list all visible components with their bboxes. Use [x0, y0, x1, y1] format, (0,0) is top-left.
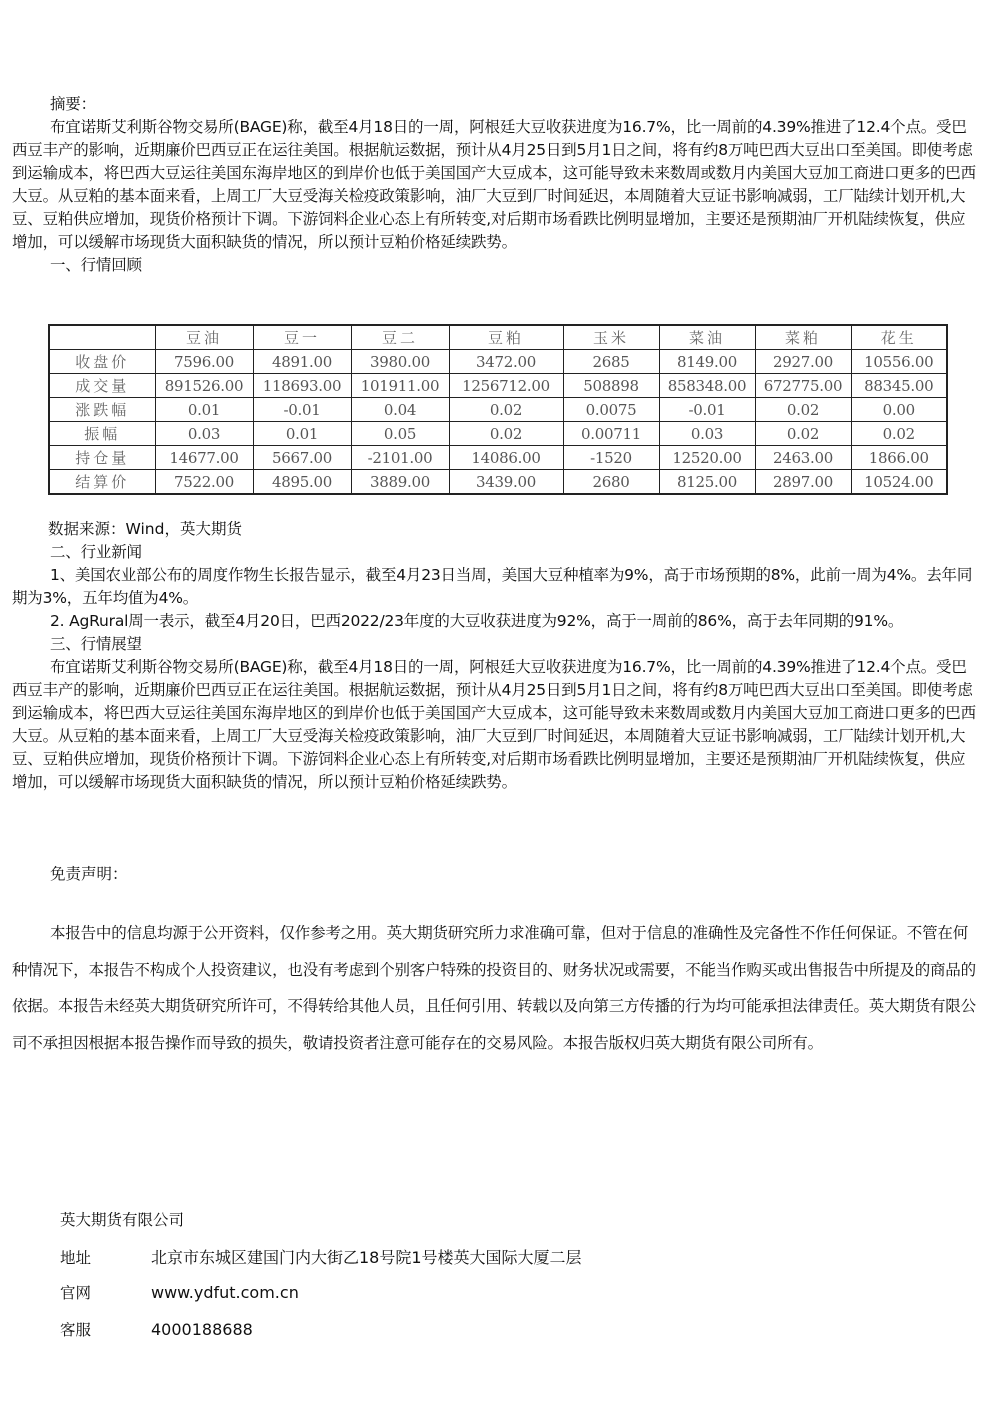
table-cell: 8125.00: [659, 470, 755, 495]
table-cell: 672775.00: [755, 374, 851, 398]
table-header-cell: 豆油: [155, 325, 253, 350]
section-market-review-title: 一、行情回顾: [50, 256, 142, 274]
table-cell: 858348.00: [659, 374, 755, 398]
summary-text: 布宜诺斯艾利斯谷物交易所(BAGE)称，截至4月18日的一周，阿根廷大豆收获进度为16.7%，比一周前的4.39%推进了12.4个点。受巴西豆丰产的影响，近期廉价巴西豆正在运往美国。根据航运数据，预计从4月25日到5月1日之间，将有约8万吨巴西大豆出口至美国。即使考虑到运输成本，将巴西大豆运往美国东海岸地区的到岸价也低于美国国产大豆成本，这可能导致未来数周或数月内美国大豆加工商进口更多的巴西大豆。从豆粕的基本面来看，上周工厂大豆受海关检疫政策影响，油厂大豆到厂时间延迟，本周随着大豆证书影响减弱，工厂陆续计划开机,大豆、豆粕供应增加，现货价格预计下调。下游饲料企业心态上有所转变,对后期市场看跌比例明显增加，主要还是预期油厂开机陆续恢复，供应增加，可以缓解市场现货大面积缺货的情况，所以预计豆粕价格延续跌势。: [12, 118, 976, 251]
table-cell: 0.02: [449, 398, 563, 422]
disclaimer-text: 本报告中的信息均源于公开资料，仅作参考之用。英大期货研究所力求准确可靠，但对于信息的准确性及完备性不作任何保证。不管在何种情况下，本报告不构成个人投资建议，也没有考虑到个别客户特殊的投资目的、财务状况或需要，不能当作购买或出售报告中所提及的商品的依据。本报告未经英大期货研究所许可，不得转给其他人员，且任何引用、转载以及向第三方传播的行为均可能承担法律责任。英大期货有限公司不承担因根据本报告操作而导致的损失，敬请投资者注意可能存在的交易风险。本报告版权归英大期货有限公司所有。: [12, 924, 976, 1052]
disclaimer-title: 免责声明：: [50, 865, 128, 883]
table-header-cell: 豆粕: [449, 325, 563, 350]
section-industry-news-title: 二、行业新闻: [50, 543, 142, 561]
outlook-text: 布宜诺斯艾利斯谷物交易所(BAGE)称，截至4月18日的一周，阿根廷大豆收获进度为16.7%，比一周前的4.39%推进了12.4个点。受巴西豆丰产的影响，近期廉价巴西豆正在运往美国。根据航运数据，预计从4月25日到5月1日之间，将有约8万吨巴西大豆出口至美国。即使考虑到运输成本，将巴西大豆运往美国东海岸地区的到岸价也低于美国国产大豆成本，这可能导致未来数周或数月内美国大豆加工商进口更多的巴西大豆。从豆粕的基本面来看，上周工厂大豆受海关检疫政策影响，油厂大豆到厂时间延迟，本周随着大豆证书影响减弱，工厂陆续计划开机,大豆、豆粕供应增加，现货价格预计下调。下游饲料企业心态上有所转变,对后期市场看跌比例明显增加，主要还是预期油厂开机陆续恢复，供应增加，可以缓解市场现货大面积缺货的情况，所以预计豆粕价格延续跌势。: [12, 658, 976, 791]
table-cell: 88345.00: [851, 374, 947, 398]
table-cell: 101911.00: [351, 374, 449, 398]
table-cell: 3889.00: [351, 470, 449, 495]
row-label: 涨跌幅: [49, 398, 155, 422]
table-cell: 3439.00: [449, 470, 563, 495]
company-name: 英大期货有限公司: [60, 1211, 185, 1229]
table-cell: 0.03: [155, 422, 253, 446]
address-label: 地址: [60, 1249, 92, 1267]
table-cell: 2897.00: [755, 470, 851, 495]
table-cell: 12520.00: [659, 446, 755, 470]
row-label: 收盘价: [49, 350, 155, 374]
table-cell: 0.0075: [563, 398, 659, 422]
table-cell: -2101.00: [351, 446, 449, 470]
news-and-outlook-section: [12, 541, 978, 794]
row-label: 结算价: [49, 470, 155, 495]
table-header-cell: 花生: [851, 325, 947, 350]
row-label: 振幅: [49, 422, 155, 446]
table-row: [49, 446, 947, 470]
table-cell: 0.03: [659, 422, 755, 446]
table-cell: 4895.00: [253, 470, 351, 495]
summary-section: [12, 93, 978, 277]
table-header-cell: 豆一: [253, 325, 351, 350]
summary-label: 摘要：: [50, 95, 96, 113]
table-cell: 2927.00: [755, 350, 851, 374]
table-cell: 508898: [563, 374, 659, 398]
service-row: [60, 1318, 253, 1340]
table-cell: 2463.00: [755, 446, 851, 470]
table-cell: 0.01: [253, 422, 351, 446]
table-cell: 5667.00: [253, 446, 351, 470]
market-quote-table: [48, 324, 948, 495]
table-cell: 3980.00: [351, 350, 449, 374]
news-item: 2. AgRural周一表示，截至4月20日，巴西2022/23年度的大豆收获进度为92%，高于一周前的86%，高于去年同期的91%。: [50, 612, 904, 630]
table-header-row: [49, 325, 947, 350]
website-label: 官网: [60, 1284, 92, 1302]
table-cell: 2685: [563, 350, 659, 374]
table-header-cell: 菜油: [659, 325, 755, 350]
table-cell: 10524.00: [851, 470, 947, 495]
table-cell: 891526.00: [155, 374, 253, 398]
address-value: 北京市东城区建国门内大街乙18号院1号楼英大国际大厦二层: [151, 1248, 582, 1267]
website-row: [60, 1281, 299, 1303]
table-row: [49, 374, 947, 398]
table-cell: 2680: [563, 470, 659, 495]
row-label: 持仓量: [49, 446, 155, 470]
section-outlook-title: 三、行情展望: [50, 635, 142, 653]
table-header-cell: 菜粕: [755, 325, 851, 350]
table-cell: 10556.00: [851, 350, 947, 374]
table-row: [49, 398, 947, 422]
table-cell: 0.01: [155, 398, 253, 422]
table-row: [49, 350, 947, 374]
table-cell: 14086.00: [449, 446, 563, 470]
table-cell: 118693.00: [253, 374, 351, 398]
table-cell: 8149.00: [659, 350, 755, 374]
table-row: [49, 470, 947, 495]
table-row: [49, 422, 947, 446]
table-cell: 4891.00: [253, 350, 351, 374]
table-header-cell: 豆二: [351, 325, 449, 350]
data-source: 数据来源：Wind，英大期货: [48, 520, 242, 538]
table-cell: 0.04: [351, 398, 449, 422]
table-cell: -1520: [563, 446, 659, 470]
table-cell: 3472.00: [449, 350, 563, 374]
website-link[interactable]: www.ydfut.com.cn: [151, 1283, 299, 1302]
table-cell: 0.02: [755, 398, 851, 422]
row-label: 成交量: [49, 374, 155, 398]
table-cell: 7596.00: [155, 350, 253, 374]
service-phone: 4000188688: [151, 1320, 253, 1339]
table-cell: 0.02: [851, 422, 947, 446]
table-cell: 0.00: [851, 398, 947, 422]
table-cell: 0.02: [755, 422, 851, 446]
table-cell: 14677.00: [155, 446, 253, 470]
table-cell: 7522.00: [155, 470, 253, 495]
table-cell: -0.01: [253, 398, 351, 422]
news-item: 1、美国农业部公布的周度作物生长报告显示，截至4月23日当周，美国大豆种植率为9%，高于市场预期的8%，此前一周为4%。去年同期为3%，五年均值为4%。: [12, 566, 973, 607]
table-header-cell: 玉米: [563, 325, 659, 350]
table-cell: 0.05: [351, 422, 449, 446]
table-cell: 0.02: [449, 422, 563, 446]
address-row: [60, 1245, 582, 1268]
table-header-cell: [49, 325, 155, 350]
table-cell: 1256712.00: [449, 374, 563, 398]
table-cell: -0.01: [659, 398, 755, 422]
table-cell: 1866.00: [851, 446, 947, 470]
table-cell: 0.00711: [563, 422, 659, 446]
service-label: 客服: [60, 1321, 92, 1339]
